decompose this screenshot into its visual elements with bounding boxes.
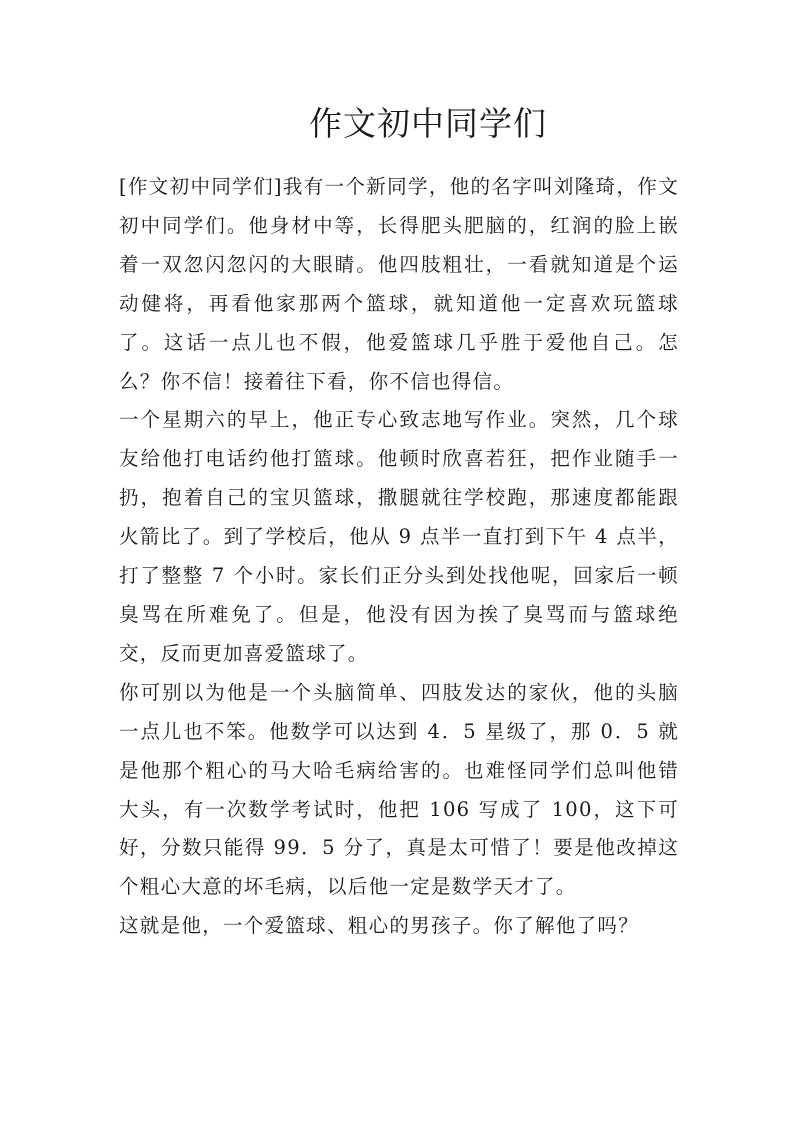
document-body — [119, 168, 679, 946]
paragraph-basketball-story: 一个星期六的早上，他正专心致志地写作业。突然，几个球友给他打电话约他打篮球。他顿时欣喜若狂，把作业随手一扔，抱着自己的宝贝篮球，撒腿就往学校跑，那速度都能跟火箭比了。到了学校后，他从 9 点半一直打到下午 4 点半，打了整整 7 个小时。家长们正分头到处找他呢，回家后一顿臭骂在所难免了。但是，他没有因为挨了臭骂而与篮球绝交，反而更加喜爱篮球了。 — [119, 408, 679, 665]
paragraph-math: 你可别以为他是一个头脑简单、四肢发达的家伙，他的头脑一点儿也不笨。他数学可以达到 4．5 星级了，那 0．5 就是他那个粗心的马大哈毛病给害的。也难怪同学们总叫他错大头，有一次数学考试时，他把 106 写成了 100，这下可好，分数只能得 99．5 分了，真是太可惜了！要是他改掉这个粗心大意的坏毛病，以后他一定是数学天才了。 — [119, 680, 679, 899]
document-title: 作文初中同学们 — [309, 104, 547, 143]
paragraph-conclusion: 这就是他，一个爱篮球、粗心的男孩子。你了解他了吗？ — [119, 914, 640, 938]
paragraph-intro: [作文初中同学们]我有一个新同学，他的名字叫刘隆琦，作文初中同学们。他身材中等，长得肥头肥脑的，红润的脸上嵌着一双忽闪忽闪的大眼睛。他四肢粗壮，一看就知道是个运动健将，再看他家那两个篮球，就知道他一定喜欢玩篮球了。这话一点儿也不假，他爱篮球几乎胜于爱他自己。怎么？你不信！接着往下看，你不信也得信。 — [119, 175, 679, 393]
